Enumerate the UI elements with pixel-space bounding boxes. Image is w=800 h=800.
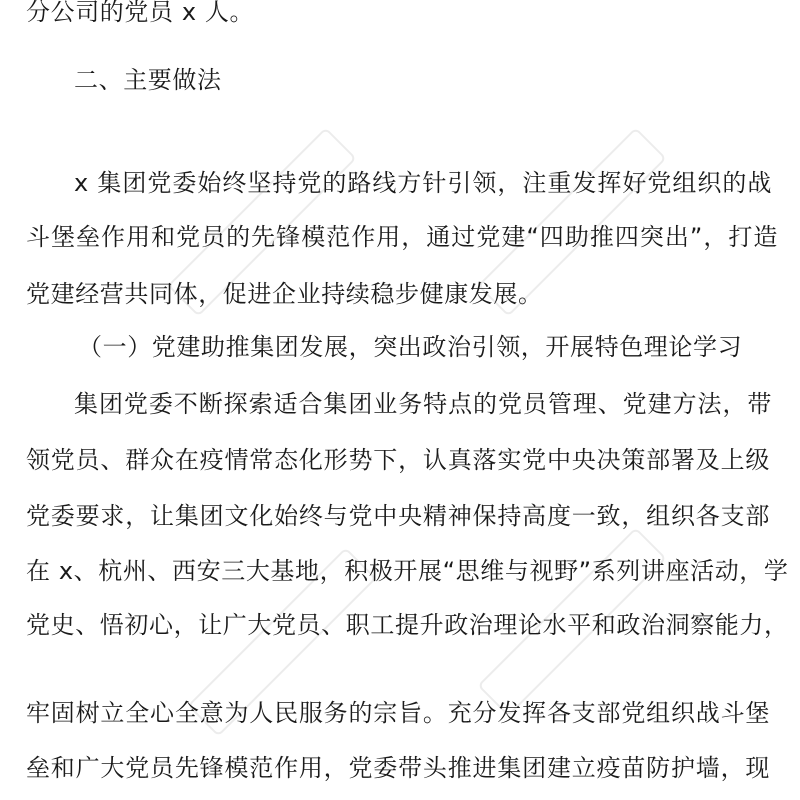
paragraph-line: 斗堡垒作用和党员的先锋模范作用，通过党建“四助推四突出”，打造	[26, 223, 778, 251]
paragraph-line: 牢固树立全心全意为人民服务的宗旨。充分发挥各支部党组织战斗堡	[26, 699, 770, 727]
paragraph-line: 垒和广大党员先锋模范作用，党委带头推进集团建立疫苗防护墙，现	[26, 754, 770, 782]
paragraph-line: 领党员、群众在疫情常态化形势下，认真落实党中央决策部署及上级	[26, 446, 770, 474]
paragraph-line: 在 x、杭州、西安三大基地，积极开展“思维与视野”系列讲座活动，学	[26, 557, 789, 585]
paragraph-line: 集团党委不断探索适合集团业务特点的党员管理、党建方法，带	[74, 390, 772, 418]
paragraph-line: 党委要求，让集团文化始终与党中央精神保持高度一致，组织各支部	[26, 502, 770, 530]
paragraph-line: 分公司的党员 x 人。	[26, 0, 255, 26]
section-heading: 二、主要做法	[74, 66, 222, 94]
subsection-heading: （一）党建助推集团发展，突出政治引领，开展特色理论学习	[78, 333, 743, 361]
paragraph-line: x 集团党委始终坚持党的路线方针引领，注重发挥好党组织的战	[74, 169, 772, 197]
paragraph-line: 党史、悟初心，让广大党员、职工提升政治理论水平和政治洞察能力，	[26, 611, 789, 639]
paragraph-line: 党建经营共同体，促进企业持续稳步健康发展。	[26, 280, 543, 308]
